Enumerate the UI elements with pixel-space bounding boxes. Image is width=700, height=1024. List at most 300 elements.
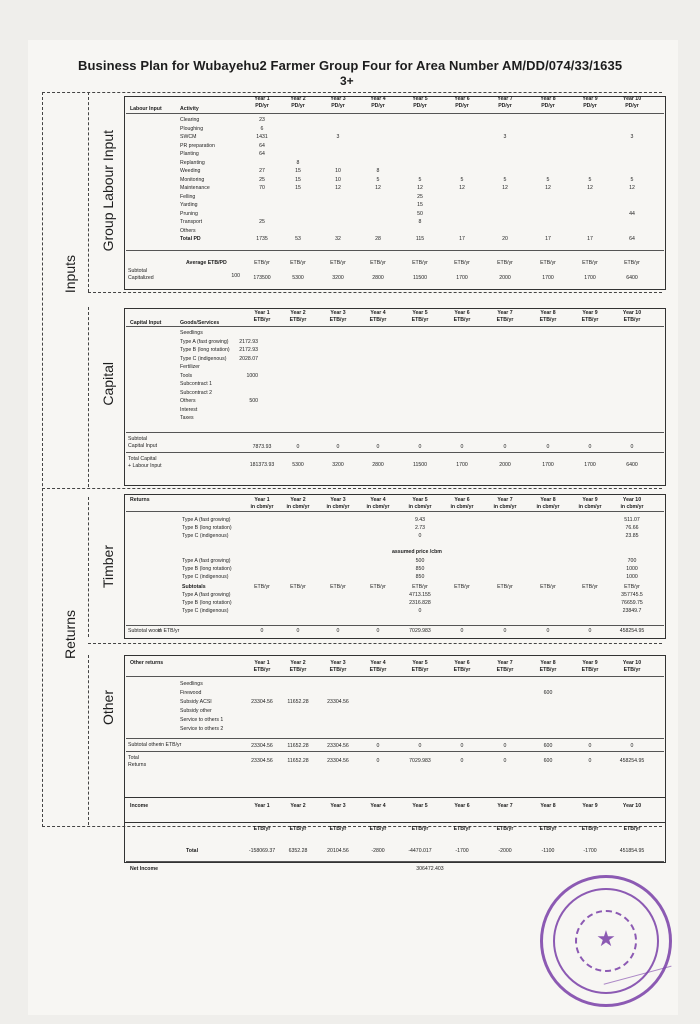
timber-header-year-10: Year 10	[622, 497, 642, 503]
other-subtotal-col-10: 0	[630, 743, 634, 749]
net-income-value: 306472.403	[416, 866, 444, 872]
labour-row-label: Pruning	[180, 210, 198, 217]
other-row-label-1: Seedlings	[180, 681, 203, 687]
labour-row-8-col-6: 5	[460, 176, 464, 183]
labour-row-label: Maintenance	[180, 185, 210, 191]
capital-subtotal-col-10: 0	[630, 444, 634, 450]
timber-volume-y5-2: 2.73	[414, 525, 426, 531]
timber-header-year-9: Year 9	[582, 497, 598, 503]
timber-subtotal-unit-9: ETB/yr	[582, 584, 598, 590]
capital-header-unit-5: ETB/yr	[411, 317, 429, 323]
income-year-2: Year 2	[290, 803, 306, 809]
income-year-7: Year 7	[497, 803, 513, 809]
capital-total-col-5: 11500	[412, 462, 428, 468]
timber-value-y10-3: 23849.7	[622, 608, 642, 614]
labour-row-2-col-1: 6	[260, 125, 264, 132]
labour-subtotal-col-1: 173500	[253, 275, 271, 281]
income-unit-9: ETB/yr	[581, 826, 599, 832]
labour-avg-unit-8: ETB/yr	[540, 260, 556, 266]
labour-subtotal-col-3: 3200	[332, 275, 344, 281]
labour-row-label: Transport	[180, 219, 203, 225]
labour-row-8-col-10: 5	[630, 176, 634, 183]
plus-labour-label: + Labour Input	[128, 463, 162, 469]
labour-row-3-col-3: 3	[336, 134, 340, 140]
labour-header-unit-7: PD/yr	[498, 103, 512, 109]
timber-value-y10-1: 357745.5	[621, 592, 643, 598]
timber-subtotal-col-9: 0	[588, 628, 592, 634]
capital-header-year-9: Year 9	[582, 310, 598, 316]
timber-subtotal-unit-4: ETB/yr	[370, 584, 386, 590]
other-header-unit-9: ETB/yr	[581, 667, 599, 673]
labour-row-label: Yarding	[180, 202, 198, 208]
firewood-y8-value: 600	[543, 690, 553, 696]
capital-row-value-9: 500	[249, 398, 258, 404]
labour-row-label: SWCM	[180, 134, 197, 140]
timber-subtotal-col-7: 0	[503, 628, 507, 634]
labour-row-8-col-8: 5	[546, 176, 550, 183]
income-unit-8: ETB/yr	[539, 826, 557, 832]
timber-value-y5-3: 0	[418, 608, 422, 614]
section-label-capital: Capital	[100, 362, 116, 406]
timber-volume-y10-2: 76.66	[625, 525, 639, 531]
other-header-rule	[126, 676, 664, 677]
labour-subtotal-label: Subtotal	[128, 268, 148, 274]
capital-row-label: Type B (long rotation)	[180, 347, 230, 353]
labour-row-9-col-5: 12	[417, 185, 423, 191]
labour-row-15-col-4: 28	[375, 236, 381, 242]
capital-subtotal-col-9: 0	[588, 444, 592, 450]
income-unit-7: ETB/yr	[496, 826, 514, 832]
capital-subtotal-col-4: 0	[376, 444, 380, 450]
timber-header-unit-7: in cbm/yr	[493, 504, 517, 510]
other-subtotal-col-4: 0	[376, 743, 380, 749]
subsidy-acsi-y1: 23304.56	[251, 699, 273, 705]
timber-header-unit-3: in cbm/yr	[326, 504, 350, 510]
timber-price-y5-1: 500	[415, 558, 425, 564]
capital-header-unit-2: ETB/yr	[289, 317, 307, 323]
capital-subtotal-col-6: 0	[460, 444, 464, 450]
capital-input-label: Capital Input	[128, 443, 158, 449]
capital-row-label: Subcontract 1	[180, 381, 213, 387]
capital-header-year-10: Year 10	[622, 310, 642, 316]
timber-value-type-2: Type B (long rotation)	[182, 600, 232, 606]
labour-row-9-col-8: 12	[545, 185, 551, 191]
labour-avg-rule	[126, 250, 664, 251]
timber-price-type-2: Type B (long rotation)	[182, 566, 232, 572]
other-header-unit-1: ETB/yr	[253, 667, 271, 673]
other-returns-heading: Other returns	[130, 660, 164, 666]
labour-row-9-col-10: 12	[629, 185, 635, 191]
other-total-col-10: 458254.95	[619, 758, 645, 764]
labour-row-15-col-9: 17	[587, 236, 593, 242]
capital-total-col-7: 2000	[499, 462, 511, 468]
section-label-group-labour: Group Labour Input	[100, 130, 116, 252]
labour-row-12-col-10: 44	[629, 210, 635, 217]
other-header-unit-4: ETB/yr	[369, 667, 387, 673]
capital-total-rule	[126, 452, 664, 453]
income-unit-1: ETB/yr	[253, 826, 271, 832]
timber-header-year-5: Year 5	[412, 497, 428, 503]
assumed-price-label: assumed price /cbm	[392, 549, 442, 555]
labour-header-year-2: Year 2	[290, 96, 306, 102]
capital-row-value-2: 2172.93	[239, 338, 258, 345]
other-row-label-2: Firewood	[180, 690, 202, 696]
capital-total-col-9: 1700	[584, 462, 596, 468]
capital-total-col-2: 5300	[292, 462, 304, 468]
timber-subtotal-col-6: 0	[460, 628, 464, 634]
labour-row-7-col-3: 10	[335, 168, 341, 174]
income-year-10: Year 10	[622, 803, 642, 809]
labour-row-15-col-7: 20	[502, 236, 508, 242]
capital-header-unit-10: ETB/yr	[623, 317, 641, 323]
income-total-col-2: 6352.28	[288, 848, 308, 854]
timber-header-unit-9: in cbm/yr	[578, 504, 602, 510]
labour-row-8-col-1: 25	[259, 176, 265, 183]
income-year-5: Year 5	[412, 803, 428, 809]
capital-subtotal-col-2: 0	[296, 444, 300, 450]
subsidy-acsi-y3: 23304.56	[327, 699, 349, 705]
capital-row-label: Subcontract 2	[180, 389, 213, 396]
capital-row-label: Taxes	[180, 415, 194, 421]
timber-header-unit-4: in cbm/yr	[366, 504, 390, 510]
timber-header-unit-8: in cbm/yr	[536, 504, 560, 510]
section-label-inputs: Inputs	[62, 255, 78, 294]
labour-row-13-col-1: 25	[259, 219, 265, 225]
frame-group-dash	[88, 92, 89, 292]
labour-header-unit-5: PD/yr	[413, 103, 427, 109]
income-year-6: Year 6	[454, 803, 470, 809]
other-subtotal-col-1: 23304.56	[251, 743, 273, 749]
labour-header-year-6: Year 6	[454, 96, 470, 102]
labour-row-label: PR preparation	[180, 142, 215, 149]
timber-header-year-2: Year 2	[290, 497, 306, 503]
labour-row-5-col-1: 64	[259, 151, 265, 157]
labour-avg-unit-4: ETB/yr	[370, 260, 386, 266]
labour-avg-unit-1: ETB/yr	[254, 260, 270, 266]
other-subtotal-col-7: 0	[503, 743, 507, 749]
labour-header-unit-9: PD/yr	[583, 103, 597, 109]
capital-total-col-1: 181373.93	[249, 462, 275, 468]
other-header-unit-2: ETB/yr	[289, 667, 307, 673]
capital-row-value-6: 1000	[246, 372, 258, 379]
capital-header-year-8: Year 8	[540, 310, 556, 316]
labour-row-8-col-7: 5	[503, 176, 507, 183]
timber-subtotal-col-8: 0	[546, 628, 550, 634]
labour-row-label: Others	[180, 227, 196, 234]
frame-left-dash	[42, 92, 43, 827]
average-etb-value: 100	[231, 273, 240, 279]
section-label-returns: Returns	[62, 610, 78, 660]
other-header-year-2: Year 2	[290, 660, 306, 666]
other-subtotal-col-6: 0	[460, 743, 464, 749]
capital-header-year-2: Year 2	[290, 310, 306, 316]
timber-header-rule	[126, 511, 664, 512]
other-subtotal-rule	[126, 738, 664, 739]
capital-header-unit-3: ETB/yr	[329, 317, 347, 323]
capital-header-year-1: Year 1	[254, 310, 270, 316]
labour-row-6-col-2: 8	[296, 159, 300, 166]
timber-subtotal-unit-1: ETB/yr	[254, 584, 270, 590]
timber-bottom-dash	[88, 643, 662, 644]
timber-header-unit-1: in cbm/yr	[250, 504, 274, 510]
other-subtotal-col-5: 0	[418, 743, 422, 749]
labour-capitalized-label: Capitalized	[128, 275, 154, 281]
timber-volume-type-3: Type C (indigenous)	[182, 533, 229, 539]
timber-header-unit-6: in cbm/yr	[450, 504, 474, 510]
labour-bottom-dash	[88, 292, 662, 293]
frame-timber-dash	[88, 497, 89, 637]
labour-row-7-col-4: 8	[376, 168, 380, 174]
labour-header-rule	[126, 113, 664, 114]
income-year-8: Year 8	[540, 803, 556, 809]
capital-total-col-3: 3200	[332, 462, 344, 468]
labour-row-9-col-2: 15	[295, 185, 301, 191]
timber-price-y10-2: 1000	[626, 566, 638, 572]
timber-header-unit-5: in cbm/yr	[408, 504, 432, 510]
labour-row-8-col-3: 10	[335, 176, 341, 183]
labour-header-year-9: Year 9	[582, 96, 598, 102]
other-total-col-6: 0	[460, 758, 464, 764]
other-total-col-9: 0	[588, 758, 592, 764]
timber-value-type-1: Type A (fast growing)	[182, 592, 231, 598]
section-label-other: Other	[100, 690, 116, 726]
timber-value-y5-2: 2316.828	[409, 600, 431, 606]
other-total-col-1: 23304.56	[251, 758, 273, 764]
labour-row-label: Planting	[180, 151, 199, 157]
income-total-col-5: -4470.017	[408, 848, 432, 854]
labour-row-15-col-3: 32	[335, 236, 341, 242]
other-row-label-3: Subsidy ACSI	[180, 699, 212, 705]
labour-row-3-col-1: 1431	[256, 134, 268, 140]
capital-header-unit-7: ETB/yr	[496, 317, 514, 323]
timber-header-year-3: Year 3	[330, 497, 346, 503]
subtotal-wood-unit: in ETB/yr	[158, 628, 180, 634]
capital-row-value-4: 2028.07	[239, 355, 258, 362]
labour-header-unit-6: PD/yr	[455, 103, 469, 109]
capital-row-label: Tools	[180, 372, 193, 379]
subtotal-other-label: Subtotal other	[128, 742, 161, 748]
other-header-year-1: Year 1	[254, 660, 270, 666]
capital-row-label: Others	[180, 398, 196, 404]
labour-row-9-col-9: 12	[587, 185, 593, 191]
timber-subtotal-unit-2: ETB/yr	[290, 584, 306, 590]
labour-row-7-col-2: 15	[295, 168, 301, 174]
capital-header-unit-9: ETB/yr	[581, 317, 599, 323]
labour-row-8-col-4: 5	[376, 176, 380, 183]
income-year-4: Year 4	[370, 803, 386, 809]
labour-row-9-col-3: 12	[335, 185, 341, 191]
timber-volume-type-1: Type A (fast growing)	[182, 517, 231, 523]
other-header-year-8: Year 8	[540, 660, 556, 666]
labour-header-year-3: Year 3	[330, 96, 346, 102]
labour-row-11-col-5: 15	[417, 202, 423, 208]
capital-subtotal-col-7: 0	[503, 444, 507, 450]
subsidy-acsi-y2: 11652.28	[287, 699, 309, 705]
timber-price-type-3: Type C (indigenous)	[182, 574, 229, 580]
income-year-3: Year 3	[330, 803, 346, 809]
other-header-year-10: Year 10	[622, 660, 642, 666]
capital-subtotal-col-3: 0	[336, 444, 340, 450]
labour-subtotal-col-7: 2000	[499, 275, 511, 281]
other-header-year-3: Year 3	[330, 660, 346, 666]
capital-header-unit-6: ETB/yr	[453, 317, 471, 323]
timber-subtotal-unit-7: ETB/yr	[497, 584, 513, 590]
capital-header-year-4: Year 4	[370, 310, 386, 316]
income-unit-5: ETB/yr	[411, 826, 429, 832]
labour-header-unit-3: PD/yr	[331, 103, 345, 109]
other-total-col-5: 7029.983	[409, 758, 431, 764]
capital-header-unit-8: ETB/yr	[539, 317, 557, 323]
labour-header-year-7: Year 7	[497, 96, 513, 102]
labour-row-15-col-5: 115	[415, 236, 425, 242]
labour-row-15-col-1: 1735	[256, 236, 268, 242]
labour-row-9-col-1: 70	[259, 185, 265, 191]
income-total-col-7: -2000	[498, 848, 512, 854]
other-subtotal-col-3: 23304.56	[327, 743, 349, 749]
capital-subtotal-col-1: 7873.93	[252, 444, 272, 450]
capital-header-year-7: Year 7	[497, 310, 513, 316]
timber-subtotals-label: Subtotals	[182, 584, 206, 590]
capital-row-label: Type C (indigenous)	[180, 355, 227, 362]
timber-header-year-1: Year 1	[254, 497, 270, 503]
timber-volume-y10-3: 23.85	[625, 533, 639, 539]
labour-header-unit-8: PD/yr	[541, 103, 555, 109]
income-total-col-3: 20104.56	[327, 848, 349, 854]
stamp-star-icon: ★	[596, 926, 616, 951]
other-header-year-6: Year 6	[454, 660, 470, 666]
labour-avg-unit-3: ETB/yr	[330, 260, 346, 266]
labour-subtotal-col-9: 1700	[584, 275, 596, 281]
total-returns-label2: Returns	[128, 762, 147, 768]
income-total-col-10: 451854.95	[619, 848, 645, 854]
capital-header-year-3: Year 3	[330, 310, 346, 316]
labour-row-8-col-2: 15	[295, 176, 301, 183]
other-total-col-3: 23304.56	[327, 758, 349, 764]
timber-subtotal-unit-10: ETB/yr	[624, 584, 640, 590]
timber-header-year-8: Year 8	[540, 497, 556, 503]
capital-header-year-6: Year 6	[454, 310, 470, 316]
capital-total-col-8: 1700	[542, 462, 554, 468]
timber-header-unit-2: in cbm/yr	[286, 504, 310, 510]
capital-header-year-5: Year 5	[412, 310, 428, 316]
labour-row-3-col-10: 3	[630, 134, 634, 140]
average-etb-label: Average ETB/PD	[186, 260, 227, 266]
income-unit-3: ETB/yr	[329, 826, 347, 832]
labour-row-label: Replanting	[180, 159, 205, 166]
other-total-col-8: 600	[543, 758, 553, 764]
timber-price-y5-2: 850	[415, 566, 425, 572]
other-row-label-5: Service to others 1	[180, 717, 224, 723]
labour-header-unit-10: PD/yr	[625, 103, 639, 109]
capital-row-label: Type A (fast growing)	[180, 338, 229, 345]
labour-avg-unit-6: ETB/yr	[454, 260, 470, 266]
labour-header-unit-1: PD/yr	[255, 103, 269, 109]
capital-subtotal-col-5: 0	[418, 444, 422, 450]
labour-row-9-col-7: 12	[502, 185, 508, 191]
labour-row-12-col-5: 50	[417, 210, 423, 217]
labour-row-1-col-1: 23	[259, 117, 265, 123]
income-year-9: Year 9	[582, 803, 598, 809]
labour-row-7-col-1: 27	[259, 168, 265, 174]
inputs-bottom-dash	[42, 488, 662, 489]
capital-table-frame	[124, 308, 666, 486]
returns-heading: Returns	[130, 497, 150, 503]
labour-avg-unit-10: ETB/yr	[624, 260, 640, 266]
timber-subtotal-col-5: 7029.983	[409, 628, 431, 634]
labour-row-label: Felling	[180, 193, 196, 200]
other-row-label-4: Subsidy other	[180, 708, 212, 714]
labour-header-unit-4: PD/yr	[371, 103, 385, 109]
frame-top-dash	[42, 92, 662, 93]
labour-row-15-col-6: 17	[459, 236, 465, 242]
other-header-unit-3: ETB/yr	[329, 667, 347, 673]
frame-capital-dash	[88, 307, 89, 487]
timber-value-y5-1: 4713.155	[409, 592, 431, 598]
timber-price-y10-1: 700	[627, 558, 637, 564]
labour-row-15-col-10: 64	[629, 236, 635, 242]
capital-total-col-10: 6400	[626, 462, 638, 468]
capital-subtotal-col-8: 0	[546, 444, 550, 450]
timber-price-y10-3: 1000	[626, 574, 638, 580]
section-label-timber: Timber	[100, 545, 116, 589]
goods-services-heading: Goods/Services	[180, 320, 220, 326]
activity-heading: Activity	[180, 106, 199, 112]
capital-header-unit-4: ETB/yr	[369, 317, 387, 323]
other-total-col-4: 0	[376, 758, 380, 764]
labour-avg-unit-7: ETB/yr	[497, 260, 513, 266]
other-total-col-7: 0	[503, 758, 507, 764]
other-total-col-2: 11652.28	[287, 758, 309, 764]
labour-header-year-1: Year 1	[254, 96, 270, 102]
labour-row-label: Total PD	[180, 236, 201, 242]
other-row-label-6: Service to others 2	[180, 726, 224, 732]
capital-header-unit-1: ETB/yr	[253, 317, 271, 323]
total-returns-label: Total	[128, 755, 139, 761]
labour-header-year-10: Year 10	[622, 96, 642, 102]
other-subtotal-col-8: 600	[543, 743, 553, 749]
labour-subtotal-col-5: 11500	[412, 275, 428, 281]
labour-subtotal-col-4: 2800	[372, 275, 384, 281]
income-total-label: Total	[186, 848, 199, 854]
subtotal-other-unit: in ETB/yr	[160, 742, 182, 748]
income-total-col-6: -1700	[455, 848, 469, 854]
total-capital-label: Total Capital	[128, 456, 157, 462]
other-header-year-4: Year 4	[370, 660, 386, 666]
frame-other-dash	[88, 655, 89, 825]
timber-volume-type-2: Type B (long rotation)	[182, 525, 232, 531]
labour-subtotal-col-6: 1700	[456, 275, 468, 281]
capital-row-value-3: 2172.93	[239, 347, 258, 353]
net-income-label: Net Income	[130, 866, 158, 872]
income-unit-6: ETB/yr	[453, 826, 471, 832]
other-header-unit-8: ETB/yr	[539, 667, 557, 673]
timber-header-year-6: Year 6	[454, 497, 470, 503]
timber-header-year-7: Year 7	[497, 497, 513, 503]
page-subtitle: 3+	[340, 74, 354, 88]
timber-volume-y5-1: 9.43	[414, 517, 426, 523]
subtotal-wood-label: Subtotal wood	[128, 628, 161, 634]
timber-subtotal-col-2: 0	[296, 628, 300, 634]
income-heading: Income	[130, 803, 149, 809]
labour-row-label: Monitoring	[180, 176, 205, 183]
other-subtotal-col-9: 0	[588, 743, 592, 749]
timber-value-type-3: Type C (indigenous)	[182, 608, 229, 614]
capital-row-label: Seedlings	[180, 330, 203, 336]
labour-subtotal-col-8: 1700	[542, 275, 554, 281]
labour-subtotal-col-10: 6400	[626, 275, 638, 281]
other-header-year-9: Year 9	[582, 660, 598, 666]
labour-row-label: Clearing	[180, 117, 200, 123]
